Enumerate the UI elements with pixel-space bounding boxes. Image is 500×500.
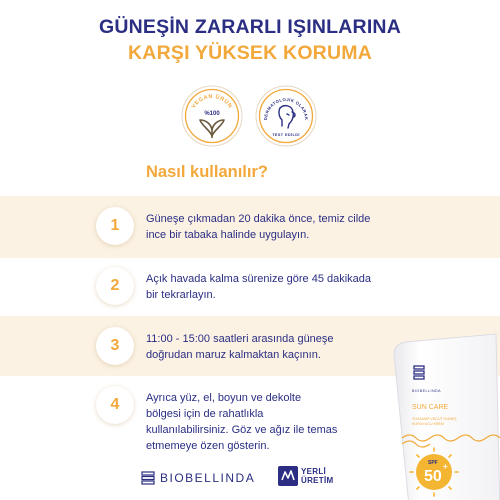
step-number-4: 4 (96, 386, 134, 424)
step-4-line-1: Ayrıca yüz, el, boyun ve dekolte (146, 392, 302, 404)
step-3-line-1: 11:00 - 15:00 saatleri arasında güneşe (146, 333, 334, 345)
yerli-text-1: YERLİ (301, 467, 327, 476)
yerli-text-2: ÜRETİM (301, 476, 334, 485)
step-text-1 (146, 211, 416, 243)
step-text-2 (146, 271, 416, 303)
product-line: SUN CARE (412, 404, 449, 411)
product-desc-1: YÜZ&AMP;VÜCUT GÜNEŞ (412, 417, 457, 421)
how-to-title: Nasıl kullanılır? (146, 163, 268, 181)
step-1-line-2: ince bir tabaka halinde uygulayın. (146, 229, 310, 241)
yerli-uretim-icon (278, 466, 298, 486)
step-4-line-3: kullanılabilirsiniz. Göz ve ağız ile temas (146, 424, 338, 436)
step-text-4 (146, 390, 416, 454)
product-brand: BIOBELLINDA (412, 389, 442, 393)
spf-badge (410, 448, 458, 496)
footer-brand-logo (141, 470, 255, 486)
spf-value: 50 (424, 468, 442, 485)
spf-label: SPF (428, 460, 438, 466)
vegan-badge-arc-text: VEGAN ÜRÜN (190, 93, 234, 110)
vegan-badge (180, 84, 244, 148)
headline-line-2: KARŞI YÜKSEK KORUMA (128, 42, 372, 64)
step-number-3: 3 (96, 327, 134, 365)
headline-line-1: GÜNEŞİN ZARARLI IŞINLARINA (98, 16, 402, 38)
step-4-line-2: bölgesi için de rahatlıkla (146, 408, 264, 420)
step-1-line-1: Güneşe çıkmadan 20 dakika önce, temiz cilde (146, 213, 371, 225)
step-3-line-2: doğrudan maruz kalmaktan kaçının. (146, 349, 321, 361)
step-number-2: 2 (96, 267, 134, 305)
product-desc-2: KORUYUCU KREM (412, 422, 444, 426)
dermatology-badge (254, 84, 318, 148)
step-number-1: 1 (96, 207, 134, 245)
dermatology-badge-arc-text: DERMATOLOJİK OLARAK (262, 96, 310, 121)
step-text-3 (146, 331, 416, 363)
brand-mark-icon (141, 471, 155, 485)
yerli-uretim-badge (278, 466, 333, 486)
footer-brand-name: BIOBELLINDA (160, 471, 256, 485)
spf-plus: + (443, 462, 448, 471)
step-4-line-4: etmemeye özen gösterin. (146, 440, 270, 452)
vegan-badge-percent: %100 (204, 111, 220, 117)
dermatology-badge-bottom-text: TEST EDİLDİ (272, 133, 300, 137)
product-tube (380, 326, 500, 500)
step-2-line-2: bir tekrarlayın. (146, 289, 216, 301)
step-2-line-1: Açık havada kalma sürenize göre 45 dakikada (146, 273, 372, 285)
